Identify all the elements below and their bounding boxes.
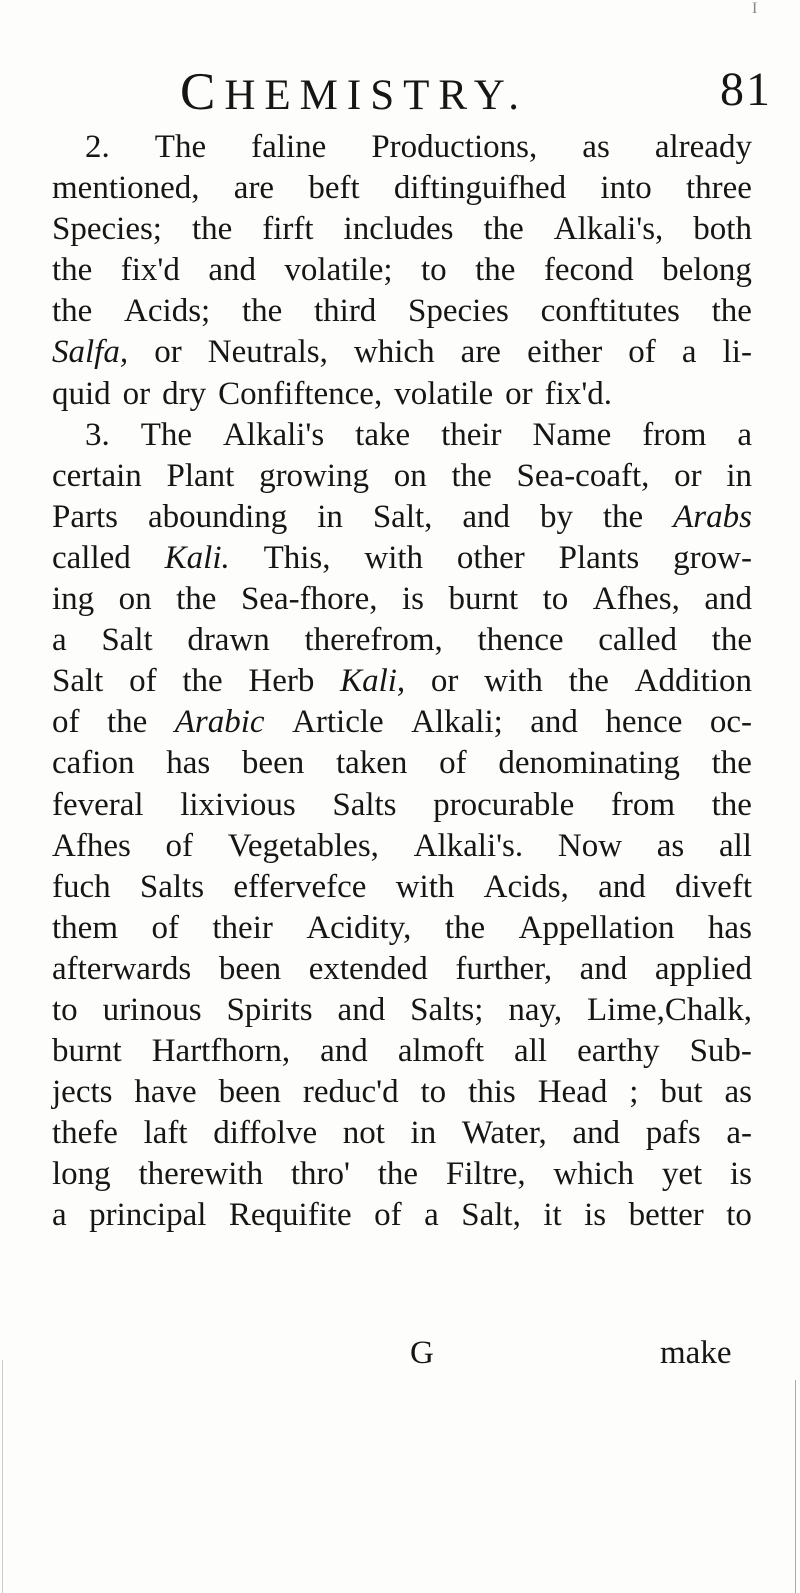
- word: beft: [308, 170, 360, 207]
- word: principal: [89, 1197, 207, 1234]
- word: which: [553, 1156, 635, 1193]
- word: applied: [654, 950, 752, 987]
- word: are: [233, 170, 275, 207]
- word: called: [52, 539, 131, 576]
- word: the: [191, 211, 233, 248]
- text-line: [52, 1154, 752, 1195]
- running-head-rest: HEMISTRY.: [224, 72, 528, 119]
- word: 3.: [85, 416, 110, 453]
- word: in: [726, 457, 752, 494]
- word: thence: [477, 622, 564, 659]
- word: all: [718, 827, 752, 864]
- word: 2.: [85, 129, 110, 165]
- word: and: [579, 950, 628, 987]
- word: fix'd.: [544, 375, 613, 412]
- word: other: [456, 539, 525, 576]
- word: growing: [259, 457, 370, 494]
- word: burnt: [448, 581, 519, 618]
- word: the: [106, 704, 148, 741]
- word: a: [52, 1197, 67, 1234]
- word: laft: [143, 1115, 188, 1152]
- word: Sea-coaft,: [516, 457, 650, 494]
- word: from: [642, 416, 707, 453]
- text-line: [52, 209, 752, 250]
- word: has: [166, 745, 211, 782]
- word: The: [140, 416, 192, 453]
- word: Species;: [52, 211, 162, 248]
- word: with: [484, 663, 543, 700]
- word: thro': [290, 1156, 350, 1193]
- text-line: [52, 785, 752, 826]
- signature-mark: G: [410, 1335, 434, 1371]
- word: or: [122, 375, 151, 412]
- word: grow-: [673, 539, 752, 576]
- word: faline: [251, 129, 327, 165]
- word: of: [165, 827, 194, 864]
- text-line: [52, 661, 752, 702]
- text-line: [52, 168, 752, 209]
- word: of: [151, 909, 179, 946]
- word: on: [393, 457, 427, 494]
- word: belong: [662, 252, 752, 289]
- word: to: [542, 581, 569, 618]
- word: Afhes: [52, 827, 131, 864]
- word: fix'd: [120, 252, 180, 289]
- text-line: [52, 579, 752, 620]
- word: the: [711, 786, 752, 823]
- word: take: [355, 416, 411, 453]
- word: diftinguifhed: [393, 170, 567, 207]
- word: the: [475, 252, 516, 289]
- word: fuch: [52, 868, 111, 905]
- word: Requifite: [228, 1197, 352, 1234]
- word: but: [660, 1074, 703, 1111]
- word: Spirits: [226, 991, 313, 1028]
- page-edge-shadow-left: [2, 1360, 3, 1593]
- word: in: [317, 498, 343, 535]
- text-line: [52, 1031, 752, 1072]
- text-line: [52, 1195, 752, 1236]
- word: volatile: [394, 375, 494, 412]
- word: and: [530, 704, 578, 741]
- word: Appellation: [518, 909, 675, 946]
- word: the: [602, 498, 644, 535]
- word: and: [320, 1033, 368, 1070]
- word: the: [711, 293, 752, 330]
- word: volatile;: [284, 252, 393, 289]
- word: have: [134, 1074, 197, 1111]
- word: the: [182, 663, 223, 700]
- word: to: [726, 1197, 752, 1234]
- word: has: [707, 909, 752, 946]
- word: earthy: [577, 1033, 660, 1070]
- word: fecond: [543, 252, 634, 289]
- word: oc-: [709, 704, 752, 741]
- text-line: [52, 867, 752, 908]
- text-line: [52, 1072, 752, 1113]
- text-line: [52, 826, 752, 867]
- word: taken: [335, 745, 408, 782]
- word: and: [598, 868, 646, 905]
- word: thefe: [52, 1115, 118, 1152]
- word: further,: [455, 950, 553, 987]
- word: a: [737, 416, 752, 453]
- page-number: 81: [720, 63, 772, 116]
- word: by: [539, 498, 573, 535]
- word: a: [424, 1197, 439, 1234]
- word: denominating: [498, 745, 680, 782]
- word: effervefce: [233, 868, 367, 905]
- word: nay,: [508, 991, 563, 1028]
- word: Alkali's,: [553, 211, 664, 248]
- word: a: [681, 334, 697, 371]
- word: is: [729, 1156, 752, 1193]
- text-line: [52, 743, 752, 784]
- word: the: [711, 745, 752, 782]
- word: Lime,Chalk,: [587, 991, 752, 1028]
- word: the: [377, 1156, 419, 1193]
- word: almoft: [397, 1033, 484, 1070]
- word: conftitutes: [540, 293, 680, 330]
- word: the: [52, 252, 93, 289]
- word: Head: [537, 1074, 608, 1111]
- word: Arabic: [174, 704, 265, 741]
- word: three: [686, 170, 752, 207]
- word: already: [654, 129, 752, 165]
- word: includes: [343, 211, 454, 248]
- word: Article: [292, 704, 384, 741]
- word: as: [656, 827, 685, 864]
- text-line: [52, 990, 752, 1031]
- word: Sub-: [689, 1033, 752, 1070]
- word: the: [451, 457, 492, 494]
- word: or: [430, 663, 459, 700]
- word: this: [468, 1074, 516, 1111]
- word: reduc'd: [302, 1074, 399, 1111]
- word: Addition: [634, 663, 752, 700]
- word: procurable: [433, 786, 575, 823]
- word: the: [241, 293, 283, 330]
- text-line: [52, 374, 752, 415]
- word: been: [218, 1074, 281, 1111]
- word: Afhes,: [592, 581, 680, 618]
- word: into: [600, 170, 652, 207]
- word: are: [460, 334, 501, 371]
- word: Name: [532, 416, 612, 453]
- word: Parts: [52, 498, 118, 535]
- word: Acids,: [483, 868, 569, 905]
- word: Water,: [461, 1115, 547, 1152]
- word: with: [395, 868, 455, 905]
- word: li-: [722, 334, 752, 371]
- word: therefrom,: [304, 622, 443, 659]
- word: yet: [661, 1156, 703, 1193]
- word: in: [410, 1115, 437, 1152]
- word: of: [129, 663, 157, 700]
- word: the: [444, 909, 486, 946]
- word: been: [241, 745, 305, 782]
- word: Salts;: [410, 991, 484, 1028]
- word: certain: [52, 457, 142, 494]
- word: is: [401, 581, 424, 618]
- word: Vegetables,: [227, 827, 379, 864]
- word: dry: [162, 375, 207, 412]
- word: Herb: [248, 663, 315, 700]
- word: been: [218, 950, 282, 987]
- word: Species: [408, 293, 509, 330]
- word: Kali,: [340, 663, 406, 700]
- text-line: [52, 291, 752, 332]
- running-head-initial: C: [180, 63, 225, 121]
- word: the: [52, 293, 93, 330]
- text-line: [52, 620, 752, 661]
- word: pafs: [645, 1115, 701, 1152]
- word: better: [628, 1197, 704, 1234]
- word: Salts: [139, 868, 205, 905]
- word: Acids;: [124, 293, 211, 330]
- page-edge-shadow: [795, 1380, 796, 1593]
- word: burnt: [52, 1033, 122, 1070]
- word: firft: [262, 211, 314, 248]
- word: to: [52, 991, 78, 1028]
- word: diveft: [675, 868, 752, 905]
- text-line: [52, 702, 752, 743]
- word: abounding: [147, 498, 288, 535]
- word: of: [52, 704, 80, 741]
- word: Alkali;: [411, 704, 503, 741]
- text-line: [52, 538, 752, 579]
- word: long: [52, 1156, 111, 1193]
- word: ing: [52, 581, 95, 618]
- word: of: [374, 1197, 402, 1234]
- text-line: [52, 1113, 752, 1154]
- word: which: [353, 334, 435, 371]
- word: or: [154, 334, 182, 371]
- word: Alkali's.: [413, 827, 524, 864]
- word: as: [724, 1074, 752, 1111]
- word: quid: [52, 375, 111, 412]
- word: Hartfhorn,: [151, 1033, 291, 1070]
- word: the: [568, 663, 609, 700]
- text-line: [52, 332, 752, 373]
- word: from: [610, 786, 675, 823]
- word: and: [208, 252, 256, 289]
- word: or: [505, 375, 533, 412]
- word: is: [584, 1197, 607, 1234]
- word: to: [420, 1074, 447, 1111]
- word: Plants: [558, 539, 640, 576]
- word: cafion: [52, 745, 135, 782]
- word: either: [527, 334, 603, 371]
- text-line: [52, 127, 752, 168]
- word: their: [441, 416, 502, 453]
- word: with: [364, 539, 424, 576]
- word: Confiftence,: [218, 375, 383, 412]
- text-line: [52, 456, 752, 497]
- word: Salt,: [372, 498, 433, 535]
- word: and: [337, 991, 386, 1028]
- word: or: [674, 457, 702, 494]
- word: of: [628, 334, 656, 371]
- word: a-: [726, 1115, 752, 1152]
- word: Salfa,: [52, 334, 129, 371]
- word: Kali.: [164, 539, 230, 576]
- word: Plant: [166, 457, 235, 494]
- word: called: [598, 622, 677, 659]
- text-line: [52, 497, 752, 538]
- word: their: [212, 909, 273, 946]
- word: Salt,: [461, 1197, 521, 1234]
- word: Filtre,: [445, 1156, 526, 1193]
- word: third: [313, 293, 377, 330]
- word: lixivious: [180, 786, 296, 823]
- word: hence: [605, 704, 683, 741]
- word: afterwards: [52, 950, 192, 987]
- word: Neutrals,: [207, 334, 328, 371]
- word: Now: [557, 827, 623, 864]
- word: and: [572, 1115, 621, 1152]
- word: therewith: [138, 1156, 264, 1193]
- word: on: [118, 581, 152, 618]
- word: Salt: [101, 622, 153, 659]
- catchword: make: [660, 1335, 732, 1371]
- word: Sea-fhore,: [240, 581, 378, 618]
- word: The: [154, 129, 207, 165]
- word: feveral: [52, 786, 144, 823]
- word: to: [420, 252, 447, 289]
- word: it: [543, 1197, 562, 1234]
- word: of: [439, 745, 467, 782]
- word: the: [711, 622, 752, 659]
- word: Salts: [332, 786, 397, 823]
- word: ;: [629, 1074, 639, 1111]
- word: Arabs: [673, 498, 752, 535]
- word: extended: [308, 950, 428, 987]
- word: jects: [52, 1074, 113, 1111]
- word: the: [483, 211, 524, 248]
- word: urinous: [102, 991, 202, 1028]
- word: both: [693, 211, 752, 248]
- text-line: [52, 908, 752, 949]
- word: as: [582, 129, 610, 165]
- word: and: [462, 498, 510, 535]
- word: the: [176, 581, 217, 618]
- running-head: [180, 63, 610, 121]
- word: This,: [263, 539, 331, 576]
- word: mentioned,: [52, 170, 200, 207]
- text-line: [52, 250, 752, 291]
- word: Productions,: [371, 129, 538, 165]
- word: Acidity,: [306, 909, 412, 946]
- word: drawn: [187, 622, 270, 659]
- text-line: [52, 415, 752, 456]
- word: Salt: [52, 663, 104, 700]
- word: Alkali's: [222, 416, 325, 453]
- word: a: [52, 622, 67, 659]
- word: diffolve: [213, 1115, 318, 1152]
- corner-mark: I: [752, 0, 758, 17]
- word: them: [52, 909, 118, 946]
- body-text: [52, 127, 752, 1237]
- word: and: [704, 581, 752, 618]
- text-line: [52, 949, 752, 990]
- word: all: [514, 1033, 548, 1070]
- word: not: [342, 1115, 385, 1152]
